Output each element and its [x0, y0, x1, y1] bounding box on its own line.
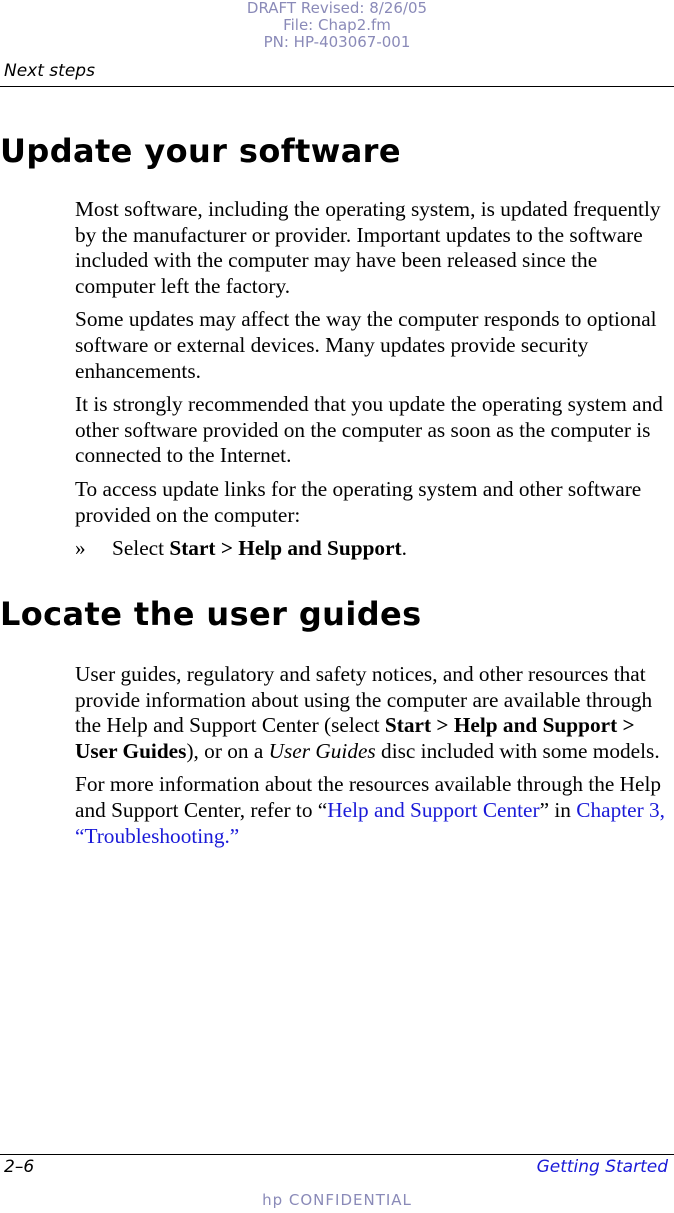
text-run: ” in: [539, 797, 577, 822]
link-help-and-support-center[interactable]: Help and Support Center: [327, 797, 540, 822]
draft-part-number: PN: HP-403067-001: [263, 33, 411, 51]
menu-path: Start > Help and Support: [169, 536, 402, 561]
text-run: User guides, regulatory and safety notices, and other resources that provide information about using the computer are available through the Help and Support Center (select: [75, 662, 653, 738]
page-number: 2–6: [4, 1157, 35, 1177]
menu-path: Start > Help and Support > User Guides: [75, 713, 635, 763]
draft-revised: DRAFT Revised: 8/26/05: [246, 0, 428, 17]
text-run: disc included with some models.: [375, 738, 660, 763]
heading-update-software: Update your software: [0, 132, 401, 170]
step-prefix: Select: [112, 536, 170, 561]
step-suffix: .: [401, 536, 407, 561]
text-run: ), or on a: [186, 738, 269, 763]
paragraph: [75, 662, 674, 764]
section-locate-user-guides: [75, 662, 674, 857]
paragraph: Some updates may affect the way the computer responds to optional software or external devices. Many updates provide security enhancements.: [75, 307, 657, 383]
draft-stamp: [0, 0, 674, 51]
paragraph: It is strongly recommended that you update the operating system and other software provided on the computer as soon as the computer is connected to the Internet.: [75, 392, 663, 468]
text-run: For more information about the resources available through the Help and Support Center, refer to “: [75, 772, 662, 822]
step-item: [75, 536, 674, 562]
paragraph: To access update links for the operating system and other software provided on the computer:: [75, 476, 642, 527]
confidential-notice: hp CONFIDENTIAL: [262, 1191, 412, 1209]
book-title: Getting Started: [536, 1157, 668, 1177]
disc-title: User Guides: [268, 738, 376, 763]
step-bullet: »: [75, 536, 86, 561]
paragraph: [75, 772, 674, 849]
draft-file: File: Chap2.fm: [283, 16, 391, 34]
footer-rule: [0, 1154, 674, 1155]
running-head: Next steps: [4, 61, 95, 81]
section-update-software: [75, 197, 674, 562]
paragraph: Most software, including the operating system, is updated frequently by the manufacturer or provider. Important updates to the software included with the computer may have been released since the computer left the factory.: [75, 197, 661, 298]
step-text: [112, 536, 407, 562]
heading-locate-user-guides: Locate the user guides: [0, 595, 422, 633]
header-rule: [0, 86, 674, 87]
link-chapter-3[interactable]: Chapter 3, “Troubleshooting.”: [75, 797, 665, 848]
